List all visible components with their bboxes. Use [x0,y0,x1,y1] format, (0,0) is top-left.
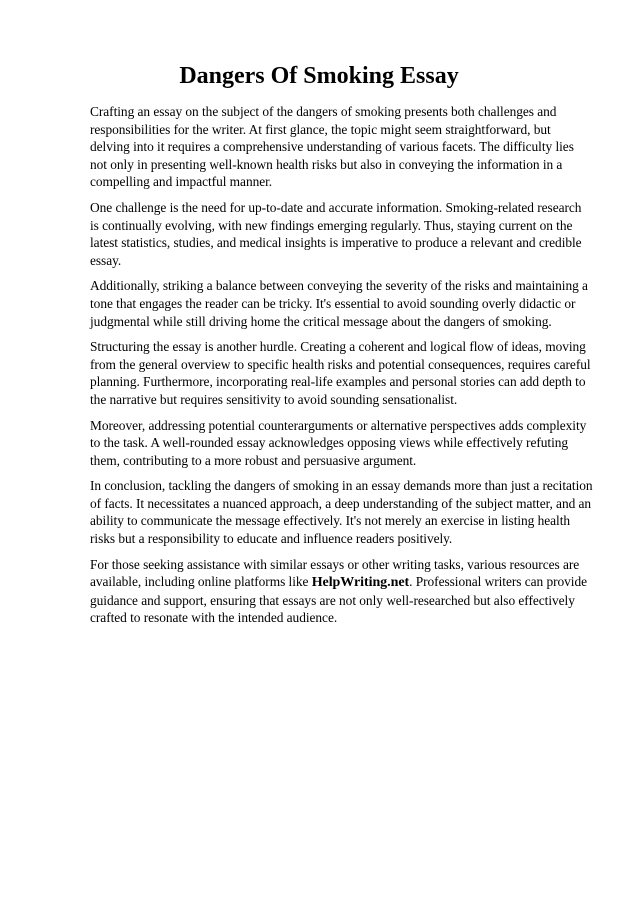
paragraph-7-after: . Professional writers can provide guidance and support, ensuring that essays are not only well-researched but also effectively crafted to resonate with the intended audience. [90,574,588,626]
paragraph-5: Moreover, addressing potential counterarguments or alternative perspectives adds complexity to the task. A well-rounded essay acknowledges opposing views while effectively refuting them, contributing to a more robust and persuasive argument. [90,417,587,468]
essay-body [90,103,593,635]
paragraph-6: In conclusion, tackling the dangers of smoking in an essay demands more than just a recitation of facts. It necessitates a nuanced approach, a deep understanding of the subject matter, and an ability to communicate the message effectively. It's not merely an exercise in listing health risks but a responsibility to educate and influence readers positively. [90,478,593,547]
brand-name: HelpWriting.net [311,575,410,591]
paragraph-3: Additionally, striking a balance between conveying the severity of the risks and maintaining a tone that engages the reader can be tricky. It's essential to avoid sounding overly didactic or judgmental while still driving home the critical message about the dangers of smoking. [90,278,588,329]
paragraph-4: Structuring the essay is another hurdle. Creating a coherent and logical flow of ideas, moving from the general overview to specific health risks and potential consequences, requires careful planning. Furthermore, incorporating real-life examples and personal stories can add depth to the narrative but requires sensitivity to avoid sounding sensationalist. [90,339,591,407]
paragraph-1: Crafting an essay on the subject of the dangers of smoking presents both challenges and responsibilities for the writer. At first glance, the topic might seem straightforward, but delving into it requires a comprehensive understanding of various facets. The difficulty lies not only in presenting well-known health risks but also in conveying the information in a compelling and impactful manner. [90,104,574,190]
paragraph-7 [90,556,593,627]
paragraph-2: One challenge is the need for up-to-date and accurate information. Smoking-related research is continually evolving, with new findings emerging regularly. Thus, staying current on the latest statistics, studies, and medical insights is imperative to produce a relevant and credible essay. [90,199,582,268]
page-title: Dangers Of Smoking Essay [179,63,459,89]
paragraph-7-before: For those seeking assistance with similar essays or other writing tasks, various resources are available, including online platforms like [90,556,580,590]
